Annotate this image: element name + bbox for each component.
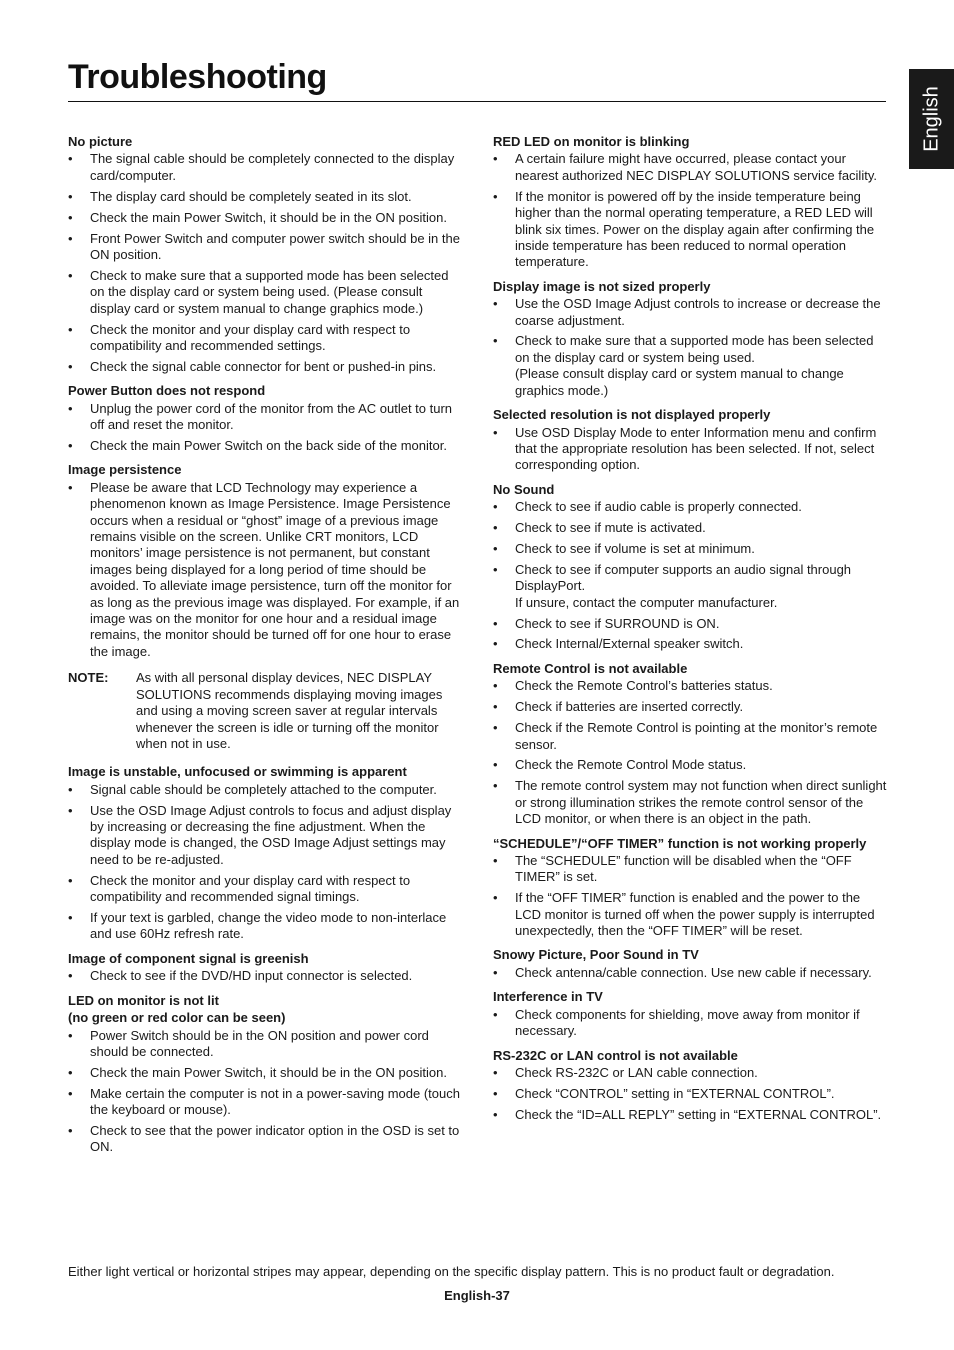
section-no-picture [68, 134, 463, 375]
section-title: Remote Control is not available [493, 660, 688, 676]
list-item-text: A certain failure might have occurred, please contact your nearest authorized NEC DISPLAY SOLUTIONS service facility. [515, 151, 877, 183]
section-title: Interference in TV [493, 989, 603, 1005]
list-item-text: Check to make sure that a supported mode has been selected on the display card or system being used. (Please consult display card or system manual to change graphics mode.) [515, 333, 874, 398]
list-item [68, 782, 463, 798]
section-title: RS-232C or LAN control is not available [493, 1047, 738, 1063]
list-item-text: Unplug the power cord of the monitor from the AC outlet to turn off and reset the monitor. [90, 400, 453, 433]
bullet-list [493, 499, 888, 653]
section-image-not-sized [493, 279, 888, 399]
bullet-list [493, 1007, 888, 1040]
list-item [493, 189, 888, 271]
footer-note: Either light vertical or horizontal stripes may appear, depending on the specific display pattern. This is no product fault or degradation. [68, 1264, 835, 1279]
list-item [493, 541, 888, 557]
list-item [68, 803, 463, 869]
list-item-text: Use OSD Display Mode to enter Information menu and confirm that the appropriate resolution has been selected. If not, select corresponding option. [515, 424, 877, 473]
section-title: “SCHEDULE”/“OFF TIMER” function is not working properly [493, 835, 867, 851]
bullet-list [493, 853, 888, 940]
section-title: Selected resolution is not displayed properly [493, 407, 771, 423]
note-text: As with all personal display devices, NEC DISPLAY SOLUTIONS recommends displaying moving images and using a moving screen saver at regular intervals whenever the screen is idle or turning off the monitor when not in use. [136, 670, 443, 751]
section-title: Image is unstable, unfocused or swimming is apparent [68, 764, 407, 780]
list-item [493, 616, 888, 632]
list-item [493, 778, 888, 827]
list-item-text: Check RS-232C or LAN cable connection. [515, 1064, 758, 1080]
language-tab-label: English [920, 86, 942, 152]
list-item [493, 1065, 888, 1081]
list-item [493, 757, 888, 773]
list-item-text: Check the main Power Switch on the back side of the monitor. [90, 438, 447, 453]
list-item-text: If the “OFF TIMER” function is enabled and the power to the LCD monitor is turned off when the power supply is interrupted unexpectedly, then the “OFF TIMER” will be reset. [515, 890, 875, 939]
list-item-text: Check to make sure that a supported mode has been selected on the display card or system being used. (Please consult display card or system manual to change graphics mode.) [90, 267, 449, 316]
list-item-text: Check to see if computer supports an audio signal through DisplayPort. If unsure, contact the computer manufacturer. [515, 561, 852, 610]
list-item [493, 699, 888, 715]
list-item-text: Check the “ID=ALL REPLY” setting in “EXTERNAL CONTROL”. [515, 1106, 882, 1122]
list-item-text: Please be aware that LCD Technology may experience a phenomenon known as Image Persistence. Image Persistence occurs when a residual or “ghost” image of a previous image remains visible on the screen. Unlike CRT monitors, LCD monitors’ image persistence is not permanent, but constant images being displayed for a long period of time should be avoided. To alleviate image persistence, turn off the monitor for as long as the previous image was displayed. For example, if an image was on the monitor for one hour and a residual image remains, the monitor should be turned off for one hour to erase the image. [90, 479, 460, 659]
right-column [493, 134, 888, 1131]
list-item-text: Check components for shielding, move away from monitor if necessary. [515, 1006, 860, 1039]
list-item [68, 1086, 463, 1119]
section-remote-control [493, 661, 888, 828]
list-item-text: Signal cable should be completely attached to the computer. [90, 781, 437, 797]
section-resolution [493, 407, 888, 474]
list-item-text: Check to see if SURROUND is ON. [515, 615, 720, 631]
list-item [493, 720, 888, 753]
list-item [493, 636, 888, 652]
page-title: Troubleshooting [68, 58, 327, 96]
list-item-text: The remote control system may not function when direct sunlight or strong illumination strikes the remote control sensor of the LCD monitor, or when there is an object in the path. [515, 778, 887, 827]
bullet-list [493, 965, 888, 981]
bullet-list [493, 425, 888, 474]
list-item-text: Make certain the computer is not in a power-saving mode (touch the keyboard or mouse). [90, 1085, 460, 1118]
section-title: No picture [68, 134, 133, 149]
list-item [493, 333, 888, 399]
bullet-list [68, 1028, 463, 1156]
bullet-list [68, 151, 463, 375]
list-item [68, 873, 463, 906]
list-item [68, 151, 463, 184]
list-item-text: Check if the Remote Control is pointing at the monitor’s remote sensor. [515, 720, 878, 752]
section-title: Power Button does not respond [68, 383, 266, 399]
bullet-list [493, 678, 888, 827]
section-title: Snowy Picture, Poor Sound in TV [493, 947, 699, 963]
section-led-not-lit [68, 993, 463, 1156]
list-item [493, 425, 888, 474]
list-item [493, 1086, 888, 1102]
list-item [68, 1065, 463, 1081]
list-item [68, 401, 463, 434]
section-schedule-timer [493, 836, 888, 940]
list-item-text: Use the OSD Image Adjust controls to increase or decrease the coarse adjustment. [515, 296, 881, 328]
section-rs232c-lan [493, 1048, 888, 1124]
list-item [68, 1123, 463, 1156]
section-title: Image of component signal is greenish [68, 950, 309, 966]
list-item [68, 268, 463, 317]
note-label: NOTE: [68, 670, 109, 686]
section-image-unstable [68, 764, 463, 943]
list-item-text: Check the main Power Switch, it should be in the ON position. [90, 209, 447, 225]
title-rule [68, 101, 886, 102]
list-item [493, 1107, 888, 1123]
list-item-text: Check “CONTROL” setting in “EXTERNAL CONTROL”. [515, 1085, 835, 1101]
list-item-text: If the monitor is powered off by the inside temperature being higher than the normal operating temperature, a RED LED will blink six times. Power on the display again after confirming the inside temperature has been reduced to normal operation temperature. [515, 188, 875, 270]
section-no-sound [493, 482, 888, 653]
list-item-text: Check Internal/External speaker switch. [515, 636, 744, 652]
bullet-list [68, 782, 463, 943]
section-title: Image persistence [68, 462, 182, 478]
section-title: No Sound [493, 481, 555, 497]
bullet-list [68, 968, 463, 984]
list-item-text: The signal cable should be completely connected to the display card/computer. [90, 151, 455, 183]
list-item-text: Check to see if mute is activated. [515, 520, 706, 536]
list-item-text: Check to see that the power indicator option in the OSD is set to ON. [90, 1123, 460, 1155]
list-item-text: Front Power Switch and computer power switch should be in the ON position. [90, 230, 460, 262]
list-item [68, 231, 463, 264]
list-item [68, 480, 463, 660]
list-item [68, 210, 463, 226]
section-title: Display image is not sized properly [493, 278, 711, 294]
list-item-text: If your text is garbled, change the video mode to non-interlace and use 60Hz refresh rate. [90, 910, 447, 942]
list-item-text: Check the Remote Control Mode status. [515, 757, 747, 773]
left-column [68, 134, 463, 1164]
section-title: RED LED on monitor is blinking [493, 134, 690, 149]
section-interference [493, 989, 888, 1039]
section-image-persistence [68, 462, 463, 660]
list-item-text: The “SCHEDULE” function will be disabled when the “OFF TIMER” is set. [515, 852, 852, 885]
list-item [68, 1028, 463, 1061]
list-item [68, 910, 463, 943]
section-subtitle: (no green or red color can be seen) [68, 1010, 286, 1026]
list-item [68, 359, 463, 375]
list-item-text: Check to see if volume is set at minimum. [515, 540, 755, 556]
list-item [493, 520, 888, 536]
list-item [493, 890, 888, 939]
bullet-list [493, 296, 888, 399]
list-item [68, 968, 463, 984]
bullet-list [493, 1065, 888, 1123]
list-item-text: Check the signal cable connector for bent or pushed-in pins. [90, 358, 437, 374]
bullet-list [68, 401, 463, 455]
list-item [493, 965, 888, 981]
list-item-text: The display card should be completely seated in its slot. [90, 188, 412, 204]
list-item [68, 322, 463, 355]
language-tab [909, 69, 954, 169]
list-item-text: Check the Remote Control’s batteries status. [515, 678, 773, 694]
list-item-text: Use the OSD Image Adjust controls to focus and adjust display by increasing or decreasing the fine adjustment. When the display mode is changed, the OSD Image Adjust settings may need to be re-adjusted. [90, 802, 452, 867]
list-item-text: Check antenna/cable connection. Use new cable if necessary. [515, 964, 872, 980]
list-item [493, 296, 888, 329]
list-item [68, 438, 463, 454]
page-number: English-37 [444, 1288, 510, 1303]
list-item [493, 151, 888, 184]
list-item-text: Power Switch should be in the ON position and power cord should be connected. [90, 1027, 429, 1059]
section-title: LED on monitor is not lit [68, 992, 219, 1008]
list-item-text: Check to see if audio cable is properly connected. [515, 499, 802, 515]
section-power-button [68, 383, 463, 454]
list-item [493, 678, 888, 694]
list-item-text: Check to see if the DVD/HD input connector is selected. [90, 968, 413, 984]
section-snowy-picture [493, 947, 888, 981]
note-block [68, 670, 463, 752]
list-item-text: Check the monitor and your display card with respect to compatibility and recommended settings. [90, 321, 411, 353]
bullet-list [493, 151, 888, 270]
list-item [493, 1007, 888, 1040]
section-red-led-blinking [493, 134, 888, 271]
bullet-list [68, 480, 463, 660]
list-item [493, 499, 888, 515]
list-item [68, 189, 463, 205]
list-item-text: Check the main Power Switch, it should be in the ON position. [90, 1064, 447, 1080]
list-item-text: Check if batteries are inserted correctly. [515, 699, 744, 715]
list-item [493, 853, 888, 886]
list-item [493, 562, 888, 611]
section-component-greenish [68, 951, 463, 985]
list-item-text: Check the monitor and your display card with respect to compatibility and recommended signal timings. [90, 872, 411, 905]
